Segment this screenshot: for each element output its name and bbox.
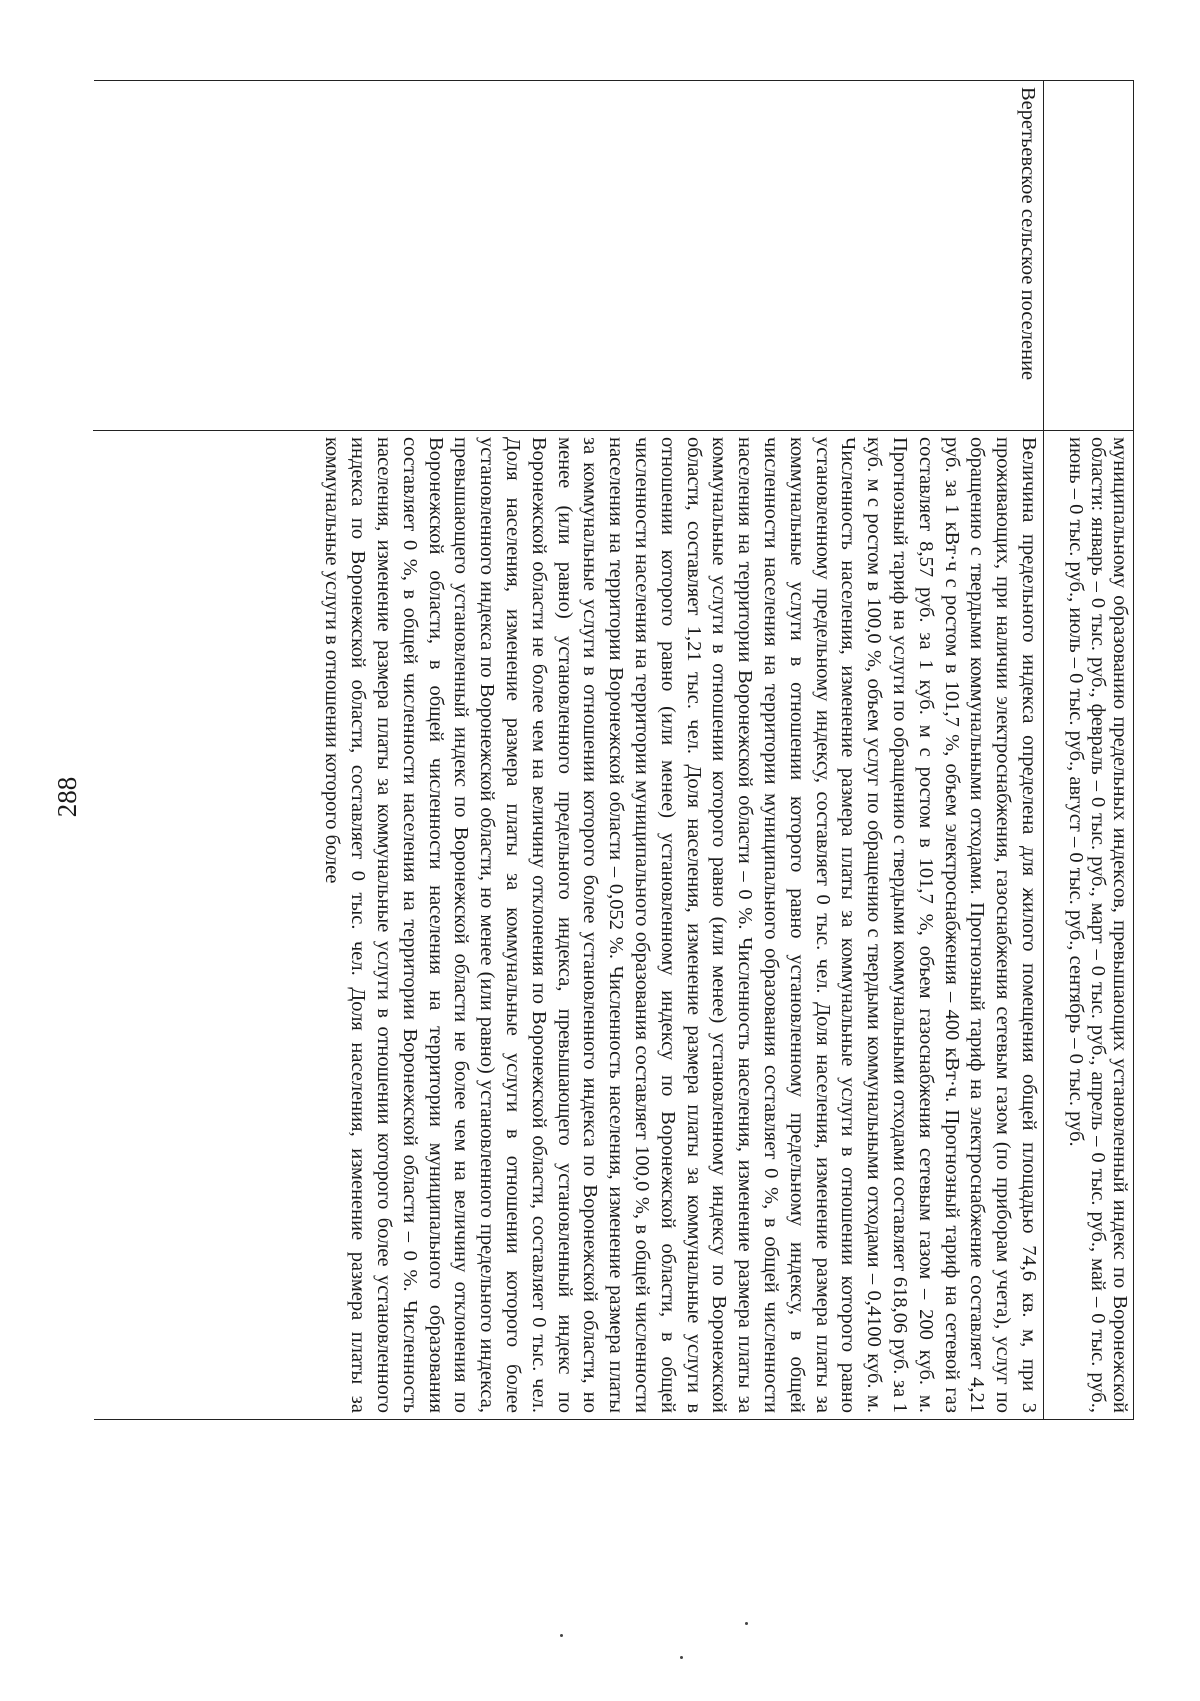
table-row xyxy=(93,81,1043,1419)
settlement-cell xyxy=(1044,81,1133,431)
description-cell: муниципальному образованию предельных индексов, превышающих установленный индекс по Воронежской области: январь – 0 тыс. руб., февраль – 0 тыс. руб., март – 0 тыс. руб., апрель – 0 тыс. руб., май – 0 тыс. руб., июнь – 0 тыс. руб., июль – 0 тыс. руб., август – 0 тыс. руб., сентябрь – 0 тыс. руб. xyxy=(1065,437,1131,1413)
description-cell: Величина предельного индекса определена для жилого помещения общей площадью 74,6 кв. м, при 3 проживающих, при наличии электроснабжения, газоснабжения сетевым газом (по приборам учета), услуг по обращению с твердыми коммунальными отходами. Прогнозный тариф на электроснабжение составляет 4,21 руб. за 1 кВт·ч с ростом в 101,7 %, объем электроснабжения – 400 кВт·ч. Прогнозный тариф на сетевой газ составляет 8,57 руб. за 1 куб. м с ростом в 101,7 %, объем газоснабжения сетевым газом – 200 куб. м. Прогнозный тариф на услуги по обращению с твердыми коммунальными отходами составляет 618,06 руб. за 1 куб. м с ростом в 100,0 %, объем услуг по обращению с твердыми коммунальными отходами – 0,4100 куб. м. Численность населения, изменение размера платы за коммунальные услуги в отношении которого равно установленному предельному индексу, составляет 0 тыс. чел. Доля населения, изменение размера платы за коммунальные услуги в отношении которого равно установленному предельному индексу, в общей численности населения на территории муниципального образования составляет 0 %, в общей численности населения на территории Воронежской области – 0 %. Численность населения, изменение размера платы за коммунальные услуги в отношении которого равно (или менее) установленному индексу по Воронежской области, составляет 1,21 тыс. чел. Доля населения, изменение размера платы за коммунальные услуги в отношении которого равно (или менее) установленному индексу по Воронежской области, в общей численности населения на территории муниципального образования составляет 100,0 %, в общей численности населения на территории Воронежской области – 0,052 %. Численность населения, изменение размера платы за коммунальные услуги в отношении которого более установленного индекса по Воронежской области, но менее (или равно) установленного предельного индекса, превышающего установленный индекс по Воронежской области не более чем на величину отклонения по Воронежской области, составляет 0 тыс. чел. Доля населения, изменение размера платы за коммунальные услуги в отношении которого более установленного индекса по Воронежской области, но менее (или равно) установленного предельного индекса, превышающего установленный индекс по Воронежской области не более чем на величину отклонения по Воронежской области, в общей численности населения на территории муниципального образования составляет 0 %, в общей численности населения на территории Воронежской области – 0 %. Численность населения, изменение размера платы за коммунальные услуги в отношении которого более установленного индекса по Воронежской области, составляет 0 тыс. чел. Доля населения, изменение размера платы за коммунальные услуги в отношении которого более xyxy=(321,437,1040,1413)
scan-speck xyxy=(560,1634,563,1637)
page-number: 288 xyxy=(52,776,82,818)
scan-speck xyxy=(680,1656,683,1659)
scan-speck xyxy=(745,1622,748,1625)
table-row xyxy=(1043,81,1133,1419)
settlement-cell: Веретьевское сельское поселение xyxy=(93,81,1043,431)
document-table xyxy=(94,80,1134,1420)
